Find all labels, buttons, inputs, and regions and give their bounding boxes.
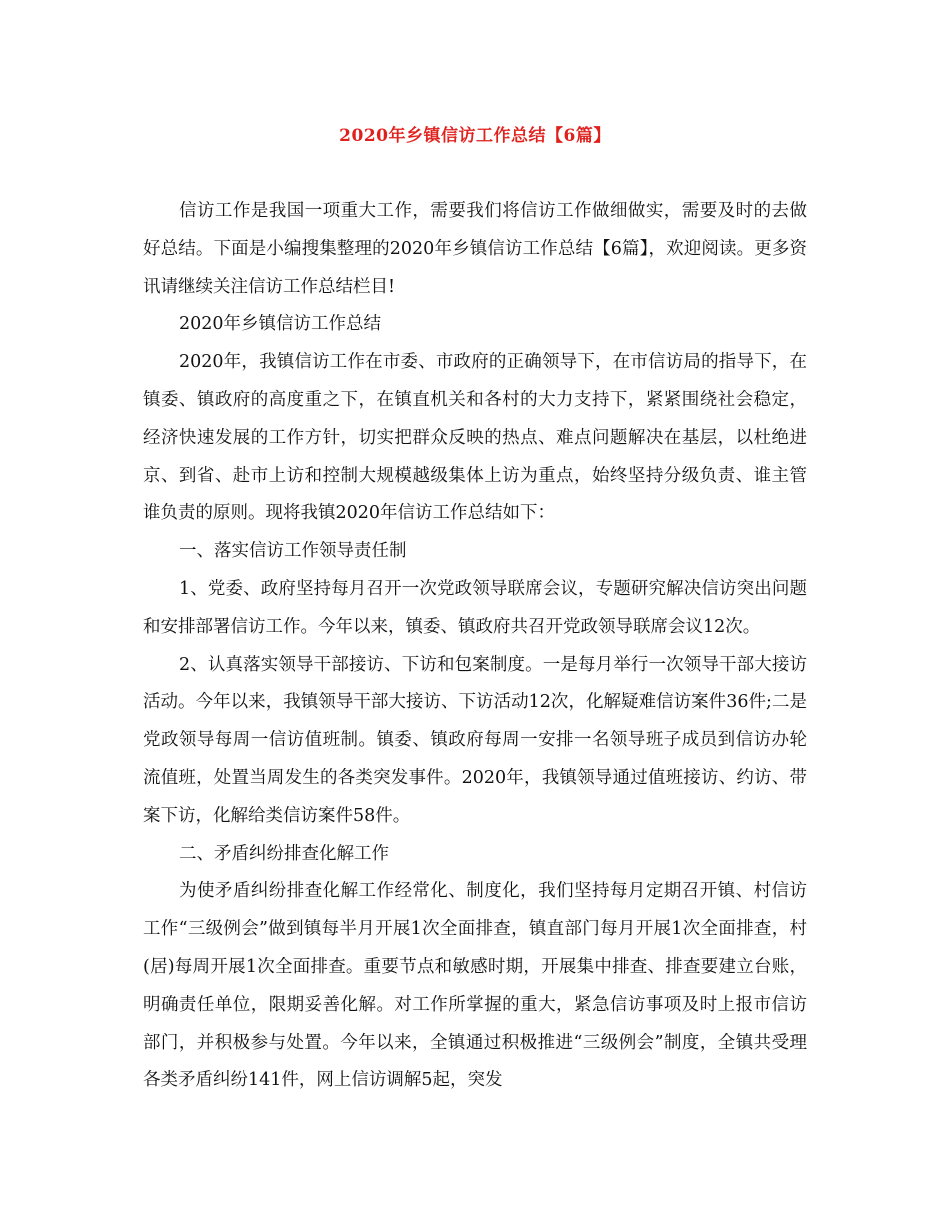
paragraph-item-1: 1、党委、政府坚持每月召开一次党政领导联席会议，专题研究解决信访突出问题和安排部署信访工作。今年以来，镇委、镇政府共召开党政领导联席会议12次。 (143, 578, 807, 637)
paragraph-dispute-resolution: 为使矛盾纠纷排查化解工作经常化、制度化，我们坚持每月定期召开镇、村信访工作“三级例会”做到镇每半月开展1次全面排查，镇直部门每月开展1次全面排查，村(居)每周开展1次全面排查。重要节点和敏感时期，开展集中排查、排查要建立台账，明确责任单位，限期妥善化解。对工作所掌握的重大，紧急信访事项及时上报市信访部门，并积极参与处置。今年以来，全镇通过积极推进“三级例会”制度，全镇共受理各类矛盾纠纷141件，网上信访调解5起，突发 (143, 881, 807, 1091)
document-body (143, 193, 807, 1100)
paragraph-subtitle: 2020年乡镇信访工作总结 (179, 314, 382, 335)
paragraph-intro: 信访工作是我国一项重大工作，需要我们将信访工作做细做实，需要及时的去做好总结。下面是小编搜集整理的2020年乡镇信访工作总结【6篇】，欢迎阅读。更多资讯请继续关注信访工作总结栏目! (143, 201, 807, 297)
document-title: 2020年乡镇信访工作总结【6篇】 (339, 126, 611, 146)
paragraph-item-2: 2、认真落实领导干部接访、下访和包案制度。一是每月举行一次领导干部大接访活动。今年以来，我镇领导干部大接访、下访活动12次，化解疑难信访案件36件;二是党政领导每周一信访值班制。镇委、镇政府每周一安排一名领导班子成员到信访办轮流值班，处置当周发生的各类突发事件。2020年，我镇领导通过值班接访、约访、带案下访，化解给类信访案件58件。 (143, 654, 807, 826)
section-heading-2: 二、矛盾纠纷排查化解工作 (179, 843, 389, 864)
paragraph-overview: 2020年，我镇信访工作在市委、市政府的正确领导下，在市信访局的指导下，在镇委、镇政府的高度重之下，在镇直机关和各村的大力支持下，紧紧围绕社会稳定，经济快速发展的工作方针，切实把群众反映的热点、难点问题解决在基层，以杜绝进京、到省、赴市上访和控制大规模越级集体上访为重点，始终坚持分级负责、谁主管谁负责的原则。现将我镇2020年信访工作总结如下： (143, 352, 807, 524)
section-heading-1: 一、落实信访工作领导责任制 (179, 541, 407, 562)
